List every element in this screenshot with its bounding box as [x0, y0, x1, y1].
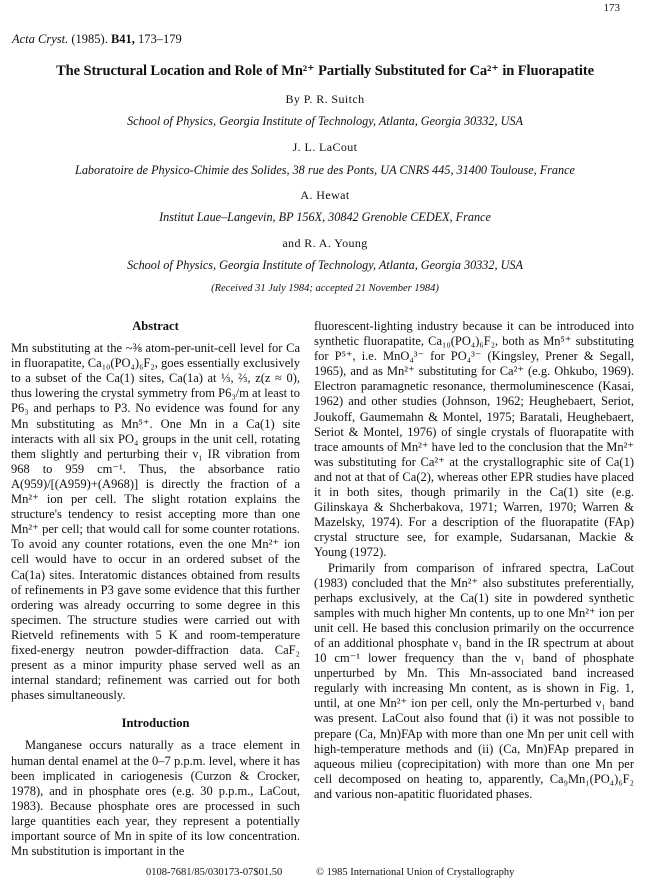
author-2: J. L. LaCout — [292, 140, 358, 154]
journal-name: Acta Cryst. — [12, 32, 69, 46]
received-dates: (Received 31 July 1984; accepted 21 November 1984) — [211, 283, 439, 294]
page-number: 173 — [603, 2, 620, 14]
affiliation-1: School of Physics, Georgia Institute of Technology, Atlanta, Georgia 30332, USA — [127, 114, 523, 128]
right-column — [314, 319, 634, 802]
introduction-paragraph-2: Primarily from comparison of infrared spectra, LaCout (1983) concluded that the Mn²⁺ also substitutes preferentially, perhaps exclusively, at the Ca(1) site in powdered synthetic samples with much higher Mn contents, up to one Mn²⁺ ion per unit cell. He based this conclusion primarily on the occurrence of an additional phosphate ν₁ band in the IR spectrum at about 10 cm⁻¹ lower frequency than the ν₁ band of phosphate unperturbed by Mn. This Mn-associated band increased regularly with increasing Mn content, as is shown in Fig. 1, until, at one Mn²⁺ ion per cell, only the Mn-perturbed ν₁ band was present. LaCout also found that (i) it was not possible to prepare (Ca, Mn)FAp with more than one Mn per unit cell with high-temperature methods and (ii) (Ca, Mn)FAp prepared in aqueous milieu (coprecipitation) with more than one Mn per cell decomposed on heating to, apparently, Ca₉Mn₁(PO₄)₆F₂ and various non-apatitic fluoridated phases. — [314, 560, 634, 801]
left-column — [11, 319, 300, 859]
author-1: By P. R. Suitch — [285, 92, 365, 106]
introduction-paragraph-1: Manganese occurs naturally as a trace element in human dental enamel at the 0–7 p.p.m. level, where it has been implicated in cariogenesis (Curzon & Crocker, 1978), and in phosphate ores (e.g. 30 p.p.m., LaCout, 1983). Because phosphate ores are processed in such large quantities each year, they represent a potentially important source of Mn in spite of its low concentration. Mn substitution is important in the — [11, 738, 300, 859]
abstract-heading: Abstract — [132, 319, 179, 333]
journal-volume: B41, — [110, 32, 135, 46]
journal-pages: 173–179 — [138, 32, 182, 46]
affiliation-2: Laboratoire de Physico-Chimie des Solides, 38 rue des Ponts, UA CNRS 445, 31400 Toulouse, France — [75, 163, 575, 177]
introduction-paragraph-1-continued: fluorescent-lighting industry because it can be introduced into synthetic fluorapatite, Ca₁₀(PO₄)₆F₂, both as Mn⁵⁺ substituting for P⁵⁺, i.e. MnO₄³⁻ for PO₄³⁻ (Kingsley, Prener & Segall, 1965), and as Mn²⁺ substituting for Ca²⁺ (e.g. Ohkubo, 1969). Electron paramagnetic resonance, thermoluminescence (Kasai, 1962) and other studies (Johnson, 1962; Heughebaert, Seriot, Joukoff, Gaumemahn & Montel, 1975; Baratali, Heughebaert, Seriot & Montel, 1976) of single crystals of fluorapatite with trace amounts of Mn²⁺ have led to the conclusion that the Mn²⁺ was substituting for Ca²⁺ at the crystallographic site of Ca(1) and not at that of Ca(2), whereas other EPR studies have placed it in both sites, though primarily in the Ca(1) site (e.g. Gilinskaya & Shcherbakova, 1971; Warren, 1970; Warren & Mazelsky, 1974). For a description of the fluorapatite (FAp) crystal structure see, for example, Sudarsanan, Mackie & Young (1972). — [314, 319, 634, 560]
abstract-text: Mn substituting at the ~⅜ atom-per-unit-cell level for Ca in fluorapatite, Ca₁₀(PO₄)₆F₂, goes essentially exclusively to a subset of the Ca(1) sites, Ca(1a) at ⅓, ⅔, z(z ≈ 0), thus lowering the crystal symmetry from P6₃/m at least to P6₃ and perhaps to P3. No evidence was found for any Mn substituting as Mn⁵⁺. One Mn in a Ca(1) site interacts with all six PO₄ groups in the unit cell, rotating them slightly and perturbing their ν₁ IR vibration from 968 to 959 cm⁻¹. Thus, the absorbance ratio A(959)/[(A959)+(A968)] is directly the fraction of a Mn²⁺ ion per cell. The slight rotation explains the structure's tendency to resist accepting more than one Mn²⁺ per cell; that would call for some counter rotations. To avoid any counter rotations, even the one Mn²⁺ ion cell would have to occur in an ordered subset of the Ca(1a) sites. Interatomic distances obtained from results of refinements in P3 gave some evidence that this further ordering was already occurring to some degree in this specimen. The structure studies were carried out with Rietveld refinements with 5 K and room-temperature fixed-energy neutron powder-diffraction data. CaF₂ present as a minor impurity phase served well as an internal standard; refinement was carried out for both phases simultaneously. — [11, 341, 300, 703]
author-3: A. Hewat — [300, 188, 350, 202]
journal-year: (1985). — [71, 32, 108, 46]
author-4: and R. A. Young — [282, 236, 368, 250]
introduction-heading: Introduction — [121, 716, 190, 731]
copyright-notice: © 1985 International Union of Crystallography — [316, 867, 515, 878]
paper-title: The Structural Location and Role of Mn²⁺ Partially Substituted for Ca²⁺ in Fluorapatite — [56, 63, 594, 79]
journal-citation — [12, 32, 182, 47]
affiliation-4: School of Physics, Georgia Institute of Technology, Atlanta, Georgia 30332, USA — [127, 258, 523, 272]
affiliation-3: Institut Laue–Langevin, BP 156X, 30842 Grenoble CEDEX, France — [159, 210, 491, 224]
article-code: 0108-7681/85/030173-07$01.50 — [146, 867, 283, 878]
